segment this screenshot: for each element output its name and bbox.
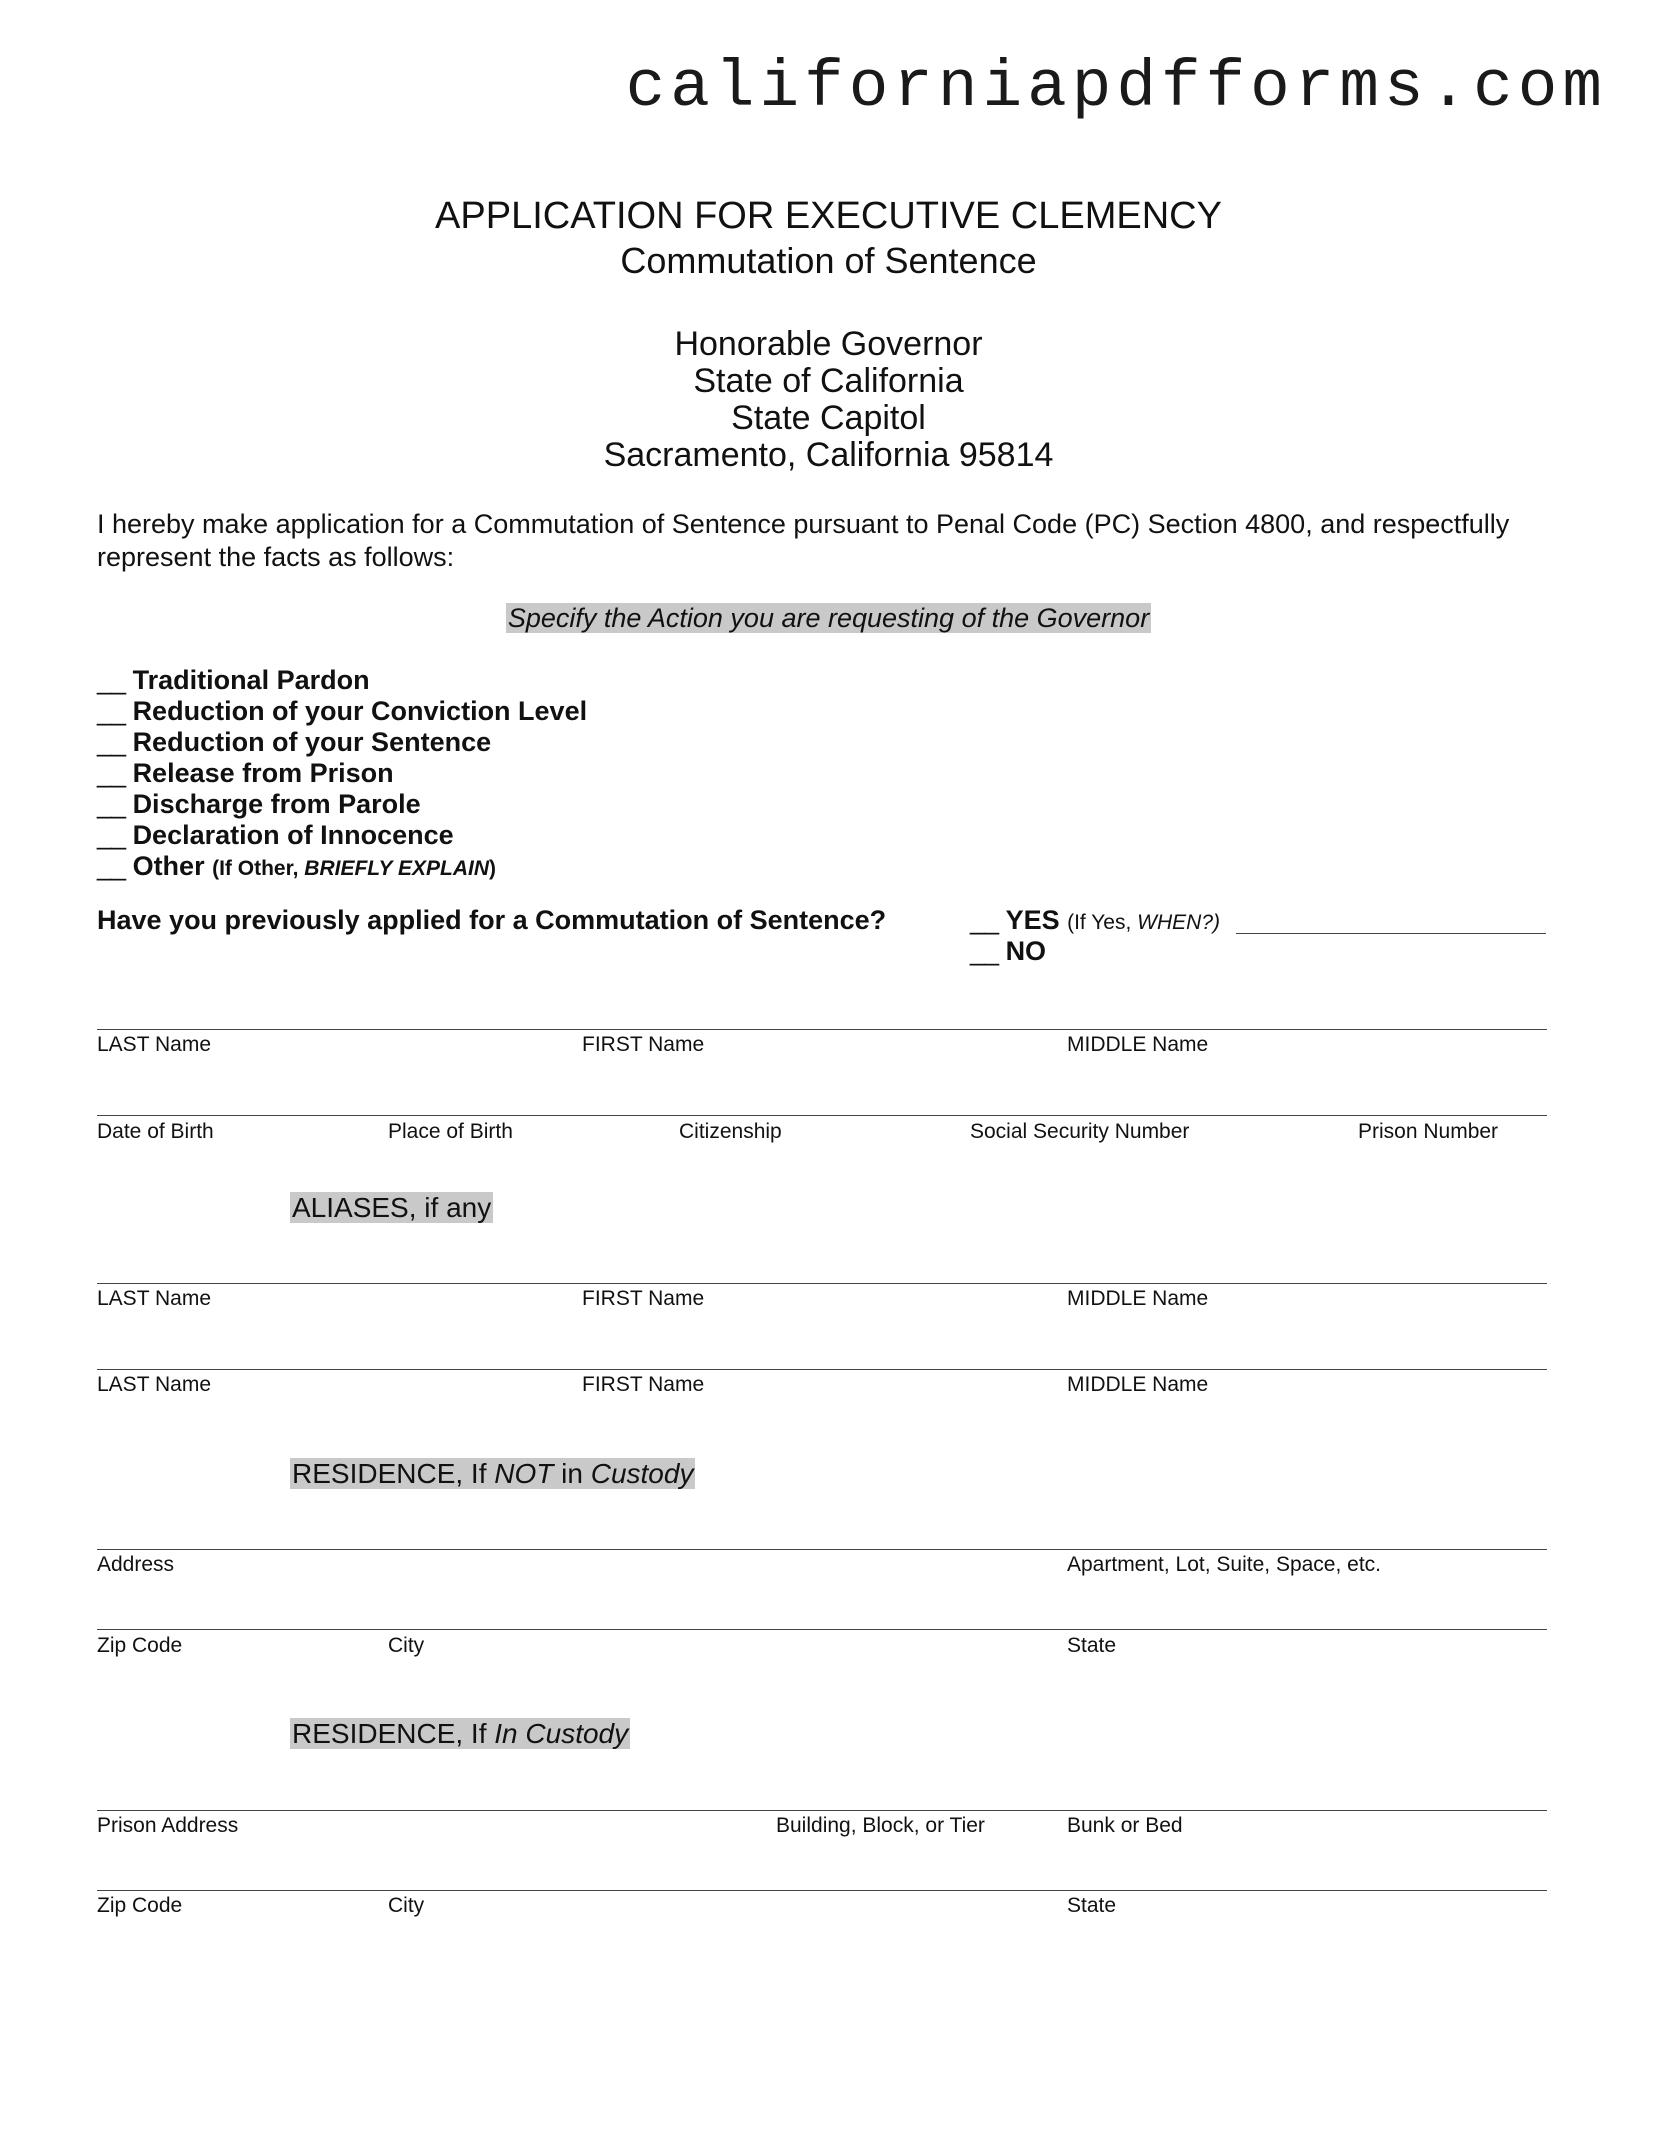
alias-2-last-label: LAST Name <box>97 1373 211 1396</box>
alias-2-middle-label: MIDDLE Name <box>1067 1373 1209 1396</box>
option-discharge-parole[interactable] <box>97 789 421 820</box>
bunk-label: Bunk or Bed <box>1067 1814 1183 1837</box>
site-watermark: californiapdfforms.com <box>625 50 1607 125</box>
option-label: Release from Prison <box>132 758 394 788</box>
first-name-label: FIRST Name <box>582 1033 705 1056</box>
no-checkbox-blank[interactable]: __ <box>970 936 999 966</box>
last-name-label: LAST Name <box>97 1033 211 1056</box>
option-checkbox-blank[interactable]: __ <box>97 696 126 726</box>
option-label: Discharge from Parole <box>132 789 421 819</box>
prison-address-label: Prison Address <box>97 1814 239 1837</box>
address-line[interactable] <box>97 1549 1547 1550</box>
city-label: City <box>388 1634 425 1657</box>
prison-address-line[interactable] <box>97 1810 1547 1811</box>
option-checkbox-blank[interactable]: __ <box>97 789 126 819</box>
address-line-4: Sacramento, California 95814 <box>603 436 1054 474</box>
when-line[interactable] <box>1236 933 1546 934</box>
custody-city-label: City <box>388 1894 425 1917</box>
option-checkbox-blank[interactable]: __ <box>97 851 126 881</box>
yes-checkbox-blank[interactable]: __ <box>970 905 999 935</box>
residence-not-custody-heading: RESIDENCE, If NOT in Custody <box>292 1458 694 1489</box>
state-label: State <box>1067 1634 1117 1657</box>
option-reduction-sentence[interactable] <box>97 727 491 758</box>
alias-1-first-label: FIRST Name <box>582 1287 705 1310</box>
option-label: Other <box>132 851 205 881</box>
option-checkbox-blank[interactable]: __ <box>97 727 126 757</box>
option-reduction-conviction[interactable] <box>97 696 587 727</box>
option-checkbox-blank[interactable]: __ <box>97 665 126 695</box>
dob-label: Date of Birth <box>97 1120 214 1143</box>
option-release-prison[interactable] <box>97 758 394 789</box>
option-label: Reduction of your Sentence <box>132 727 492 757</box>
no-label: NO <box>1005 936 1047 966</box>
prison-number-label: Prison Number <box>1358 1120 1499 1143</box>
alias-2-first-label: FIRST Name <box>582 1373 705 1396</box>
custody-zip-city-state-line[interactable] <box>97 1890 1547 1891</box>
name-line[interactable] <box>97 1029 1547 1030</box>
option-label: Declaration of Innocence <box>132 820 454 850</box>
alias-1-middle-label: MIDDLE Name <box>1067 1287 1209 1310</box>
birth-line[interactable] <box>97 1115 1547 1116</box>
custody-state-label: State <box>1067 1894 1117 1917</box>
middle-name-label: MIDDLE Name <box>1067 1033 1209 1056</box>
alias-1-last-label: LAST Name <box>97 1287 211 1310</box>
action-heading-wrap <box>0 603 1657 634</box>
zip-label: Zip Code <box>97 1634 183 1657</box>
yes-note: (If Yes, WHEN?) <box>1067 911 1220 934</box>
aliases-section <box>290 1192 493 1224</box>
other-note: (If Other, BRIEFLY EXPLAIN) <box>212 857 497 880</box>
address-line-1: Honorable Governor <box>674 325 983 363</box>
form-title: APPLICATION FOR EXECUTIVE CLEMENCY <box>435 195 1222 237</box>
option-traditional-pardon[interactable] <box>97 665 370 696</box>
citizenship-label: Citizenship <box>679 1120 782 1143</box>
option-label: Traditional Pardon <box>132 665 370 695</box>
previous-question: Have you previously applied for a Commutation of Sentence? <box>97 905 887 935</box>
option-declaration-innocence[interactable] <box>97 820 454 851</box>
ssn-label: Social Security Number <box>970 1120 1190 1143</box>
building-label: Building, Block, or Tier <box>776 1814 985 1837</box>
pob-label: Place of Birth <box>388 1120 513 1143</box>
intro-paragraph: I hereby make application for a Commutation of Sentence pursuant to Penal Code (PC) Section 4800, and respectfully represent the facts as follows: <box>97 509 1510 572</box>
option-checkbox-blank[interactable]: __ <box>97 758 126 788</box>
previous-no[interactable] <box>970 936 1046 967</box>
residence-not-custody-section <box>290 1458 695 1490</box>
alias-2-line[interactable] <box>97 1369 1547 1370</box>
zip-city-state-line[interactable] <box>97 1629 1547 1630</box>
alias-1-line[interactable] <box>97 1283 1547 1284</box>
yes-label: YES <box>1005 905 1060 935</box>
aliases-heading: ALIASES, if any <box>292 1192 492 1223</box>
residence-in-custody-section <box>290 1718 630 1750</box>
option-label: Reduction of your Conviction Level <box>132 696 588 726</box>
apartment-label: Apartment, Lot, Suite, Space, etc. <box>1067 1553 1382 1576</box>
address-label: Address <box>97 1553 175 1576</box>
custody-zip-label: Zip Code <box>97 1894 183 1917</box>
option-other[interactable] <box>97 851 496 882</box>
option-checkbox-blank[interactable]: __ <box>97 820 126 850</box>
address-line-3: State Capitol <box>731 399 926 437</box>
address-line-2: State of California <box>693 362 964 400</box>
action-heading: Specify the Action you are requesting of the Governor <box>507 603 1150 633</box>
previous-yes[interactable] <box>970 905 1220 936</box>
form-subtitle: Commutation of Sentence <box>620 240 1037 281</box>
residence-in-custody-heading: RESIDENCE, If In Custody <box>292 1718 629 1749</box>
